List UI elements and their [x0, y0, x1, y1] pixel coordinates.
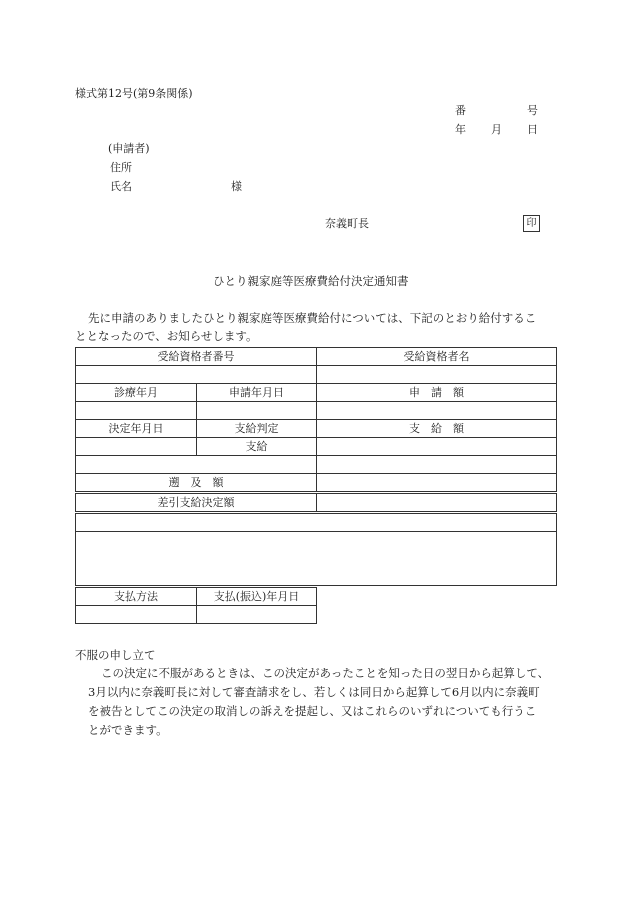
number-go-label: 号 — [527, 104, 538, 117]
objection-heading: 不服の申し立て — [75, 648, 156, 662]
benefit-table — [75, 347, 557, 586]
sama-label: 様 — [231, 180, 242, 193]
objection-line-1: この決定に不服があるときは、この決定があったことを知った日の翌日から起算して、 — [101, 666, 550, 680]
objection-line-3: を被告としてこの決定の取消しの訴えを提起し、又はこれらのいずれについても行うこ — [88, 704, 537, 718]
objection-line-2: 3月以内に奈義町長に対して審査請求をし、若しくは同日から起算して6月以内に奈義町 — [88, 685, 540, 699]
table-row — [76, 456, 557, 474]
name-label: 氏名 — [110, 180, 132, 193]
mayor-label: 奈義町長 — [325, 217, 369, 230]
payment-table — [75, 587, 317, 624]
recipient-number-header: 受給資格者番号 — [76, 348, 317, 366]
table-row — [76, 532, 557, 586]
applicant-label: (申請者) — [108, 142, 150, 155]
retroactive-amount-label: 遡 及 額 — [76, 474, 317, 493]
payment-judgment-header: 支給判定 — [197, 420, 317, 438]
objection-line-4: とができます。 — [88, 723, 168, 737]
date-month-label: 月 — [491, 123, 502, 136]
decision-date-header: 決定年月日 — [76, 420, 197, 438]
application-amount-header: 申 請 額 — [317, 384, 557, 402]
number-ban-label: 番 — [455, 104, 466, 117]
application-date-header: 申請年月日 — [197, 384, 317, 402]
payment-amount-header: 支 給 額 — [317, 420, 557, 438]
intro-line-2: ととなったので、お知らせします。 — [75, 329, 258, 343]
treatment-month-header: 診療年月 — [76, 384, 197, 402]
net-amount-label: 差引支給決定額 — [76, 493, 317, 513]
address-label: 住所 — [110, 161, 132, 174]
recipient-name-header: 受給資格者名 — [317, 348, 557, 366]
table-row — [76, 606, 317, 624]
date-day-label: 日 — [527, 123, 538, 136]
intro-line-1: 先に申請のありましたひとり親家庭等医療費給付については、下記のとおり給付するこ — [88, 311, 537, 325]
document-title: ひとり親家庭等医療費給付決定通知書 — [213, 274, 409, 288]
table-row — [76, 366, 557, 384]
table-row — [76, 402, 557, 420]
payment-method-header: 支払方法 — [76, 588, 197, 606]
table-row — [76, 513, 557, 532]
form-number: 様式第12号(第9条関係) — [75, 87, 193, 100]
payment-date-header: 支払(振込)年月日 — [197, 588, 317, 606]
seal-stamp: 印 — [523, 215, 540, 232]
date-year-label: 年 — [455, 123, 466, 136]
payment-judgment-value: 支給 — [197, 438, 317, 456]
